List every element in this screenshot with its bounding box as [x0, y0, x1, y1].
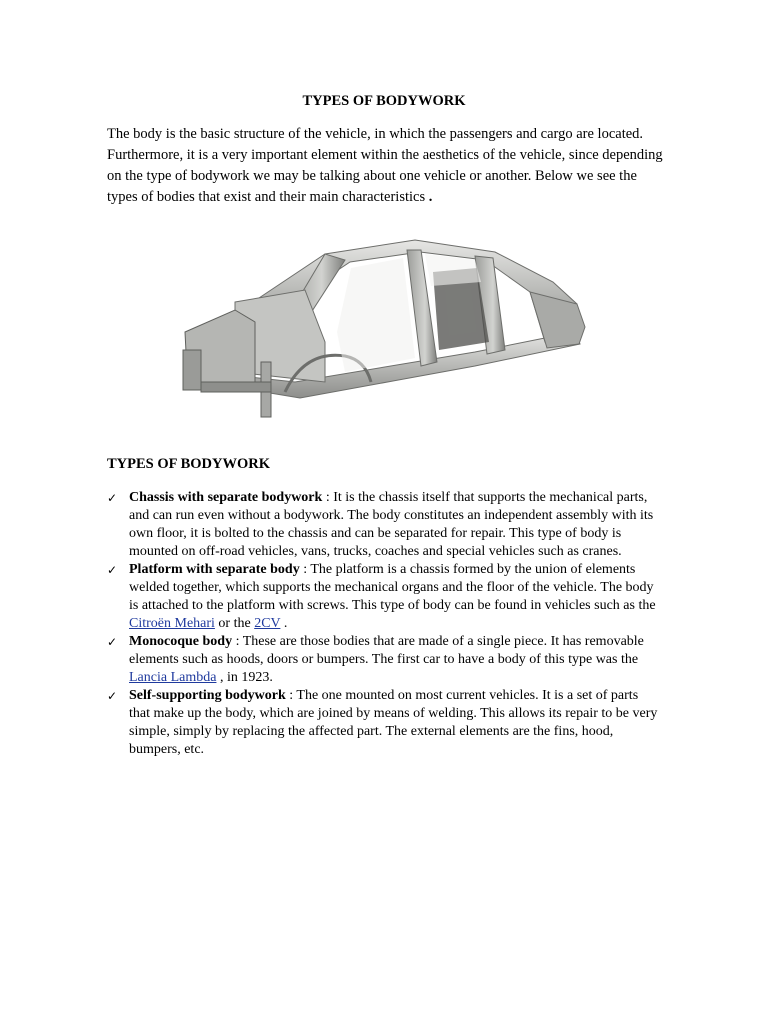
- bodywork-types-list: [107, 489, 659, 759]
- car-body-in-white-image: [175, 232, 595, 426]
- item-term: Monocoque body: [129, 634, 233, 649]
- item-text-end: .: [280, 616, 288, 631]
- check-mark-icon: ✓: [107, 491, 118, 505]
- list-item-self-supporting: [107, 687, 659, 759]
- intro-text: The body is the basic structure of the vehicle, in which the passengers and cargo are located. Furthermore, it is a very important element within the aesthetics of the vehicle, since depending on the type of bodywork we may be talking about one vehicle or another. Below we see the types of bodies that exist and their main characteristics: [107, 126, 663, 205]
- section-heading: TYPES OF BODYWORK: [107, 456, 271, 472]
- lancia-lambda-link[interactable]: Lancia Lambda: [129, 670, 217, 685]
- list-item-monocoque: [107, 633, 659, 687]
- item-text: : The platform is a chassis formed by the union of elements welded together, which supports the mechanical organs and the floor of the vehicle. The body is attached to the platform with screws. This type of body can be found in vehicles such as the: [129, 562, 656, 613]
- item-term: Platform with separate body: [129, 562, 300, 577]
- item-text-end: , in 1923.: [216, 670, 273, 685]
- list-item-platform: [107, 561, 659, 633]
- item-term: Chassis with separate bodywork: [129, 490, 323, 505]
- list-item-chassis: [107, 489, 659, 561]
- item-text: : The one mounted on most current vehicles. It is a set of parts that make up the body, which are joined by means of welding. This allows its repair to be very simple, simply by replacing the affected part. The external elements are the fins, hood, bumpers, etc.: [129, 688, 658, 757]
- item-term: Self-supporting bodywork: [129, 688, 286, 703]
- page-title: TYPES OF BODYWORK: [302, 93, 466, 109]
- check-mark-icon: ✓: [107, 563, 118, 577]
- citroen-mehari-link[interactable]: Citroën Mehari: [129, 616, 215, 631]
- check-mark-icon: ✓: [107, 635, 118, 649]
- intro-paragraph: [107, 124, 667, 208]
- intro-period: .: [428, 189, 433, 205]
- item-text: : These are those bodies that are made of a single piece. It has removable elements such as hoods, doors or bumpers. The first car to have a body of this type was the: [129, 634, 644, 667]
- 2cv-link[interactable]: 2CV: [254, 616, 281, 631]
- item-text: : It is the chassis itself that supports the mechanical parts, and can run even without a bodywork. The body constitutes an independent assembly with its own floor, it is bolted to the chassis and can be separated for repair. This type of body is mounted on off-road vehicles, vans, trucks, coaches and special vehicles such as cranes.: [129, 490, 654, 559]
- item-text-mid: or the: [214, 616, 255, 631]
- check-mark-icon: ✓: [107, 689, 118, 703]
